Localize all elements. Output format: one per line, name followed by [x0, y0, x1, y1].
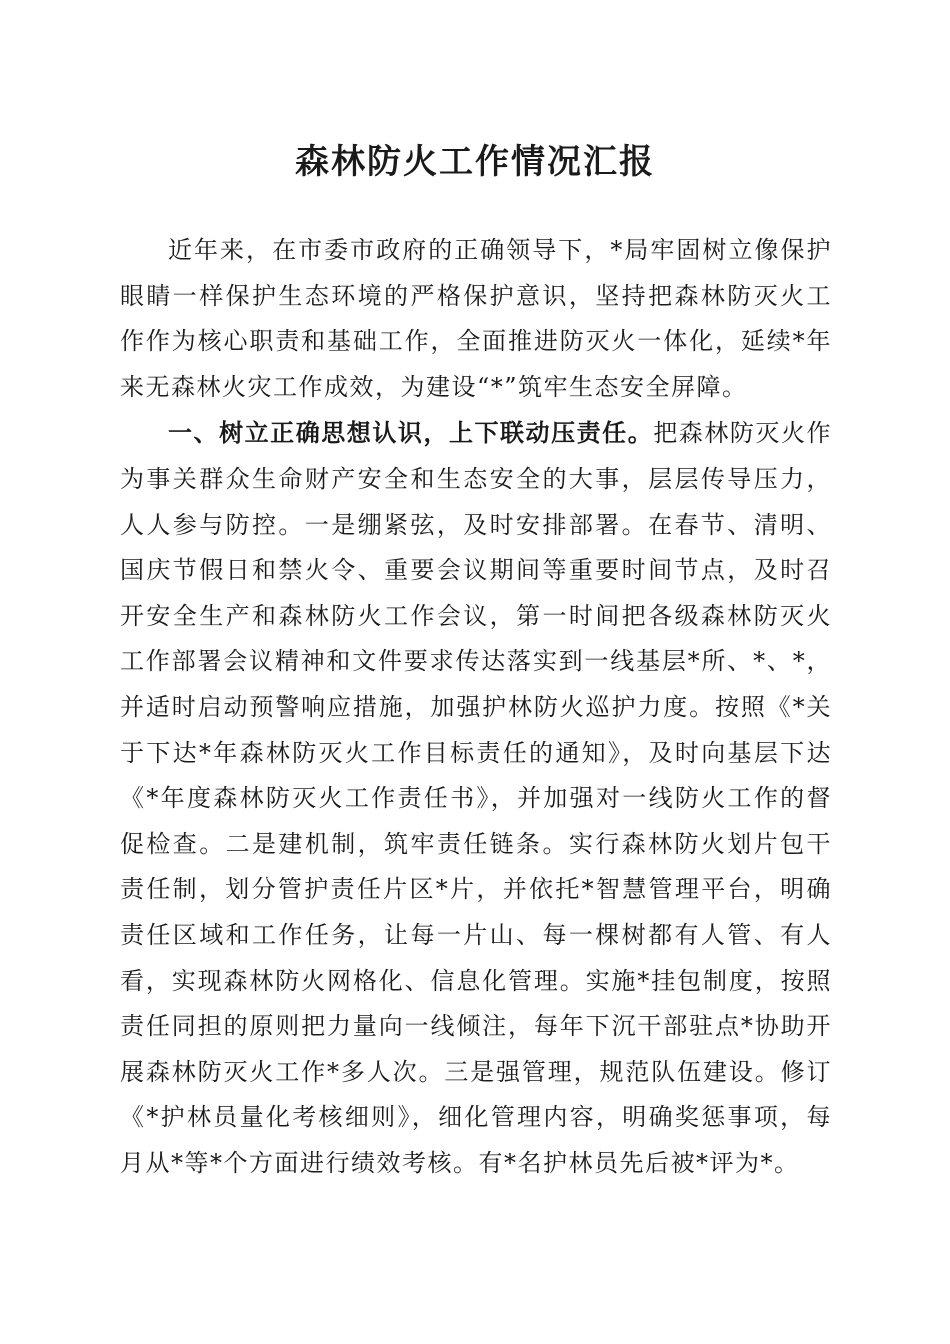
intro-paragraph-text: 近年来，在市委市政府的正确领导下，*局牢固树立像保护眼睛一样保护生态环境的严格保护意识，坚持把森林防灭火工作作为核心职责和基础工作，全面推进防灭火一体化，延续*年来无森林火灾工作成效，为建设“*”筑牢生态安全屏障。: [120, 236, 832, 401]
section-one-paragraph: [120, 410, 832, 1186]
section-one-heading: 一、树立正确思想认识，上下联动压责任。: [168, 418, 654, 448]
section-one-text: 把森林防灭火作为事关群众生命财产安全和生态安全的大事，层层传导压力，人人参与防控。一是绷紧弦，及时安排部署。在春节、清明、国庆节假日和禁火令、重要会议期间等重要时间节点，及时召开安全生产和森林防火工作会议，第一时间把各级森林防灭火工作部署会议精神和文件要求传达落实到一线基层*所、*、*，并适时启动预警响应措施，加强护林防火巡护力度。按照《*关于下达*年森林防灭火工作目标责任的通知》，及时向基层下达《*年度森林防灭火工作责任书》，并加强对一线防火工作的督促检查。二是建机制，筑牢责任链条。实行森林防火划片包干责任制，划分管护责任片区*片，并依托*智慧管理平台，明确责任区域和工作任务，让每一片山、每一棵树都有人管、有人看，实现森林防火网格化、信息化管理。实施*挂包制度，按照责任同担的原则把力量向一线倾注，每年下沉干部驻点*协助开展森林防灭火工作*多人次。三是强管理，规范队伍建设。修订《*护林员量化考核细则》，细化管理内容，明确奖惩事项，每月从*等*个方面进行绩效考核。有*名护林员先后被*评为*。: [120, 419, 833, 1177]
document-body: [120, 228, 832, 1186]
document-title: 森林防火工作情况汇报: [295, 142, 655, 182]
intro-paragraph: [120, 228, 832, 410]
